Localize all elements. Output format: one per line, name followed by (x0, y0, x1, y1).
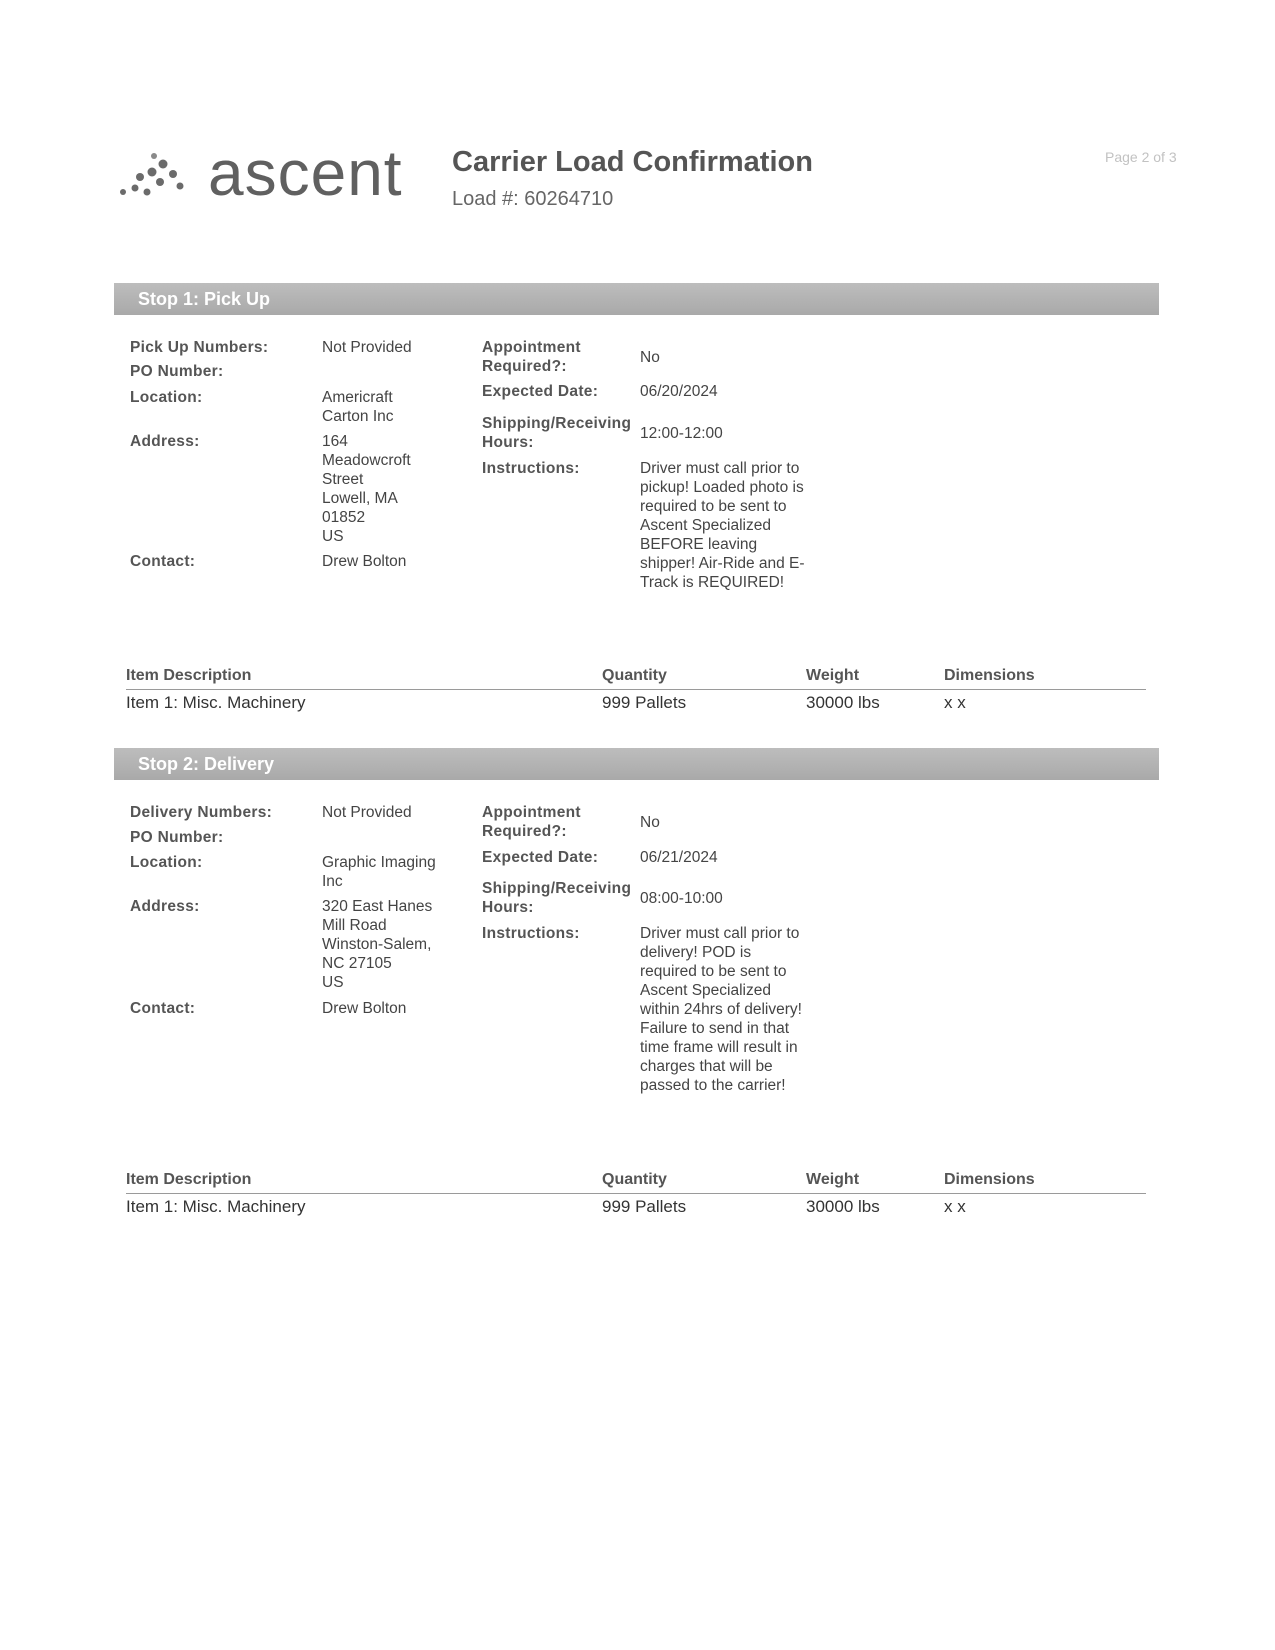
stop1-appointment-value: No (640, 349, 660, 366)
stop2-appointment-label: Appointment Required?: (482, 804, 581, 840)
stop1-location-label: Location: (130, 389, 203, 406)
stop2-po-label: PO Number: (130, 829, 224, 846)
col-description: Item Description (126, 667, 252, 684)
stop1-address-value: 164 Meadowcroft Street Lowell, MA 01852 US (322, 433, 411, 545)
page-number: Page 2 of 3 (1105, 149, 1177, 165)
stop1-po-label: PO Number: (130, 363, 224, 380)
stop2-bar: Stop 2: Delivery (114, 748, 1159, 780)
logo-dots-icon (118, 150, 198, 200)
document-title: Carrier Load Confirmation (452, 146, 813, 178)
item-weight: 30000 lbs (806, 693, 880, 712)
stop1-bar: Stop 1: Pick Up (114, 283, 1159, 315)
col-dimensions: Dimensions (944, 667, 1035, 684)
stop1-hours-label: Shipping/Receiving Hours: (482, 415, 632, 451)
stop2-numbers-label: Delivery Numbers: (130, 804, 273, 821)
stop1-contact-label: Contact: (130, 553, 196, 570)
stop1-contact-value: Drew Bolton (322, 553, 407, 570)
col-quantity: Quantity (602, 1171, 667, 1188)
col-dimensions: Dimensions (944, 1171, 1035, 1188)
stop1-items-header (126, 665, 1146, 690)
item-dimensions: x x (944, 693, 966, 712)
item-quantity: 999 Pallets (602, 1197, 687, 1216)
brand-name: ascent (208, 137, 403, 209)
stop2-hours-label: Shipping/Receiving Hours: (482, 880, 632, 916)
stop2-appointment-value: No (640, 814, 660, 831)
stop2-location-value: Graphic Imaging Inc (322, 854, 436, 890)
stop2-instructions-label: Instructions: (482, 925, 580, 942)
stop2-expected-label: Expected Date: (482, 849, 599, 866)
stop1-appointment-label: Appointment Required?: (482, 339, 581, 375)
load-number: 60264710 (524, 188, 614, 210)
stop1-numbers-value: Not Provided (322, 339, 412, 356)
stop2-address-value: 320 East Hanes Mill Road Winston-Salem, NC 27105 US (322, 898, 433, 991)
stop1-address-label: Address: (130, 433, 200, 450)
stop2-expected-value: 06/21/2024 (640, 849, 718, 866)
load-label: Load #: (452, 188, 519, 210)
stop2-hours-value: 08:00-10:00 (640, 890, 723, 907)
stop1-instructions-value: Driver must call prior to pickup! Loaded photo is required to be sent to Ascent Specialized BEFORE leaving shipper! Air-Ride and E-Track is REQUIRED! (640, 460, 805, 591)
col-quantity: Quantity (602, 667, 667, 684)
col-description: Item Description (126, 1171, 252, 1188)
stop2-contact-label: Contact: (130, 1000, 196, 1017)
stop2-location-label: Location: (130, 854, 203, 871)
stop2-contact-value: Drew Bolton (322, 1000, 407, 1017)
item-quantity: 999 Pallets (602, 693, 687, 712)
item-description: Item 1: Misc. Machinery (126, 693, 306, 712)
stop1-numbers-label: Pick Up Numbers: (130, 339, 269, 356)
stop2-address-label: Address: (130, 898, 200, 915)
load-number-line (452, 188, 613, 211)
item-description: Item 1: Misc. Machinery (126, 1197, 306, 1216)
col-weight: Weight (806, 667, 860, 684)
item-weight: 30000 lbs (806, 1197, 880, 1216)
stop1-hours-value: 12:00-12:00 (640, 425, 723, 442)
stop2-items-header (126, 1169, 1146, 1194)
item-dimensions: x x (944, 1197, 966, 1216)
stop1-expected-value: 06/20/2024 (640, 383, 718, 400)
stop2-instructions-value: Driver must call prior to delivery! POD is required to be sent to Ascent Specialized within 24hrs of delivery! Failure to send in that time frame will result in charges that will be passed to the carrier! (640, 925, 802, 1094)
stop1-instructions-label: Instructions: (482, 460, 580, 477)
col-weight: Weight (806, 1171, 860, 1188)
stop1-expected-label: Expected Date: (482, 383, 599, 400)
stop1-location-value: Americraft Carton Inc (322, 389, 394, 425)
stop2-numbers-value: Not Provided (322, 804, 412, 821)
